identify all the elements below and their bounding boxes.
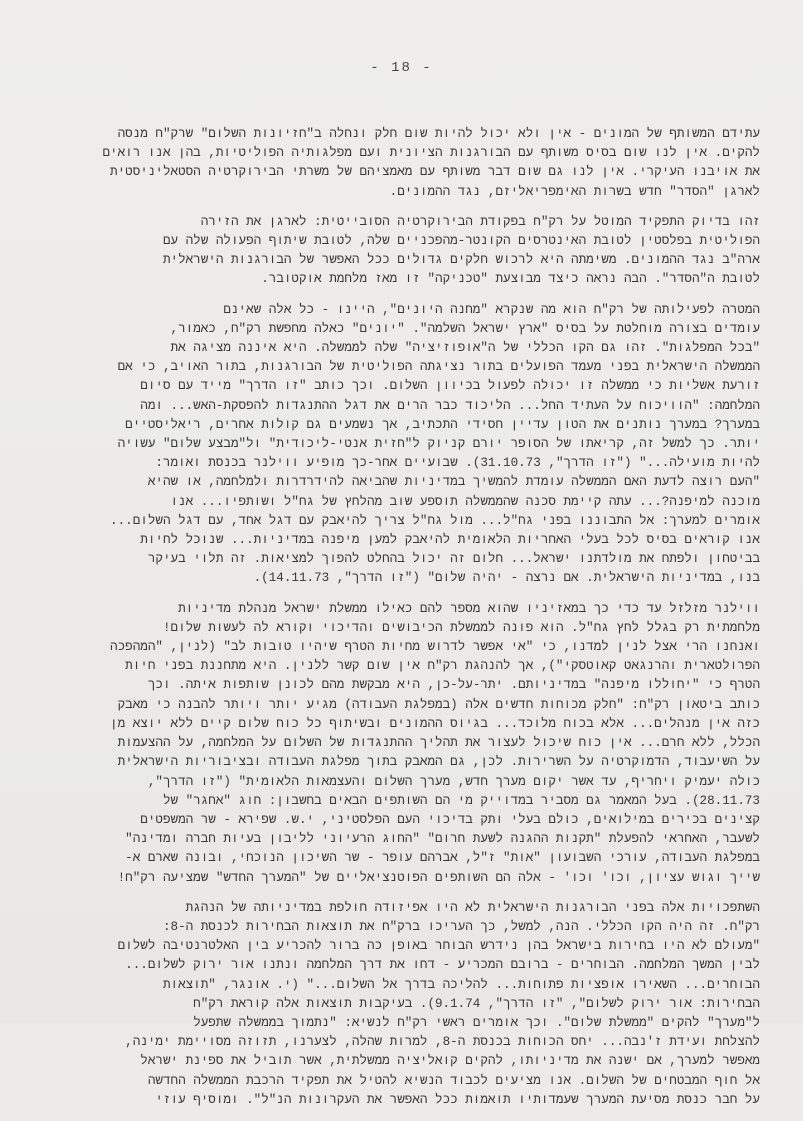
text-line: הכלל, ללא חרם... אין כוח שיכול לעצור את תהליך ההתנגדות של השלום על המלחמה, על ההצעמות (117, 736, 760, 751)
text-line: עתידם המשותף של המונים - אין ולא יכול להיות שום חלק ונחלה ב"חזיונות השלום" שרק"ח מנסה (117, 127, 760, 141)
text-line: "מעולם לא היו בחירות בישראל בהן נידרש הבוחר באופן כה ברור להכריע בין האלטרנטיבה לשלום (117, 939, 760, 954)
text-line: השתפכויות אלה בפני הבורגנות הישראלית לא היו אפיזודה חולפת במדיניותה של הנהגת (185, 900, 760, 915)
text-line: ווילנר מזלזל עד כדי כך במאזיניו שהוא מספר להם כאילו ממשלת ישראל מנהלת מדיניות (178, 601, 760, 616)
text-line: הבוחרים... השאירו אופציות פתוחות... להליכה בדרך אל השלום..." (י. אונגר, "תוצאות (162, 977, 760, 992)
body-text (48, 125, 760, 1121)
text-line: אל חוף המבטחים של השלום. אנו מציעים לכבוד הנשיא להטיל את תפקיד הרכבת הממשלה החדשה (147, 1073, 760, 1088)
text-line: הממשלה הישראלית בפני מעמד הפועלים בתור נציגתה הפוליטית של הבורגנות, בתור האויב, כי אם (117, 360, 760, 375)
text-line: ארה"ב נגד ההמונים. משימתה היא לרכוש חלקים גדולים ככל האפשר של הבורגנות הישראלית (162, 253, 760, 268)
text-line: להצלחת ועידת ז'נבה... יחס הכוחות בכנסת ה-8, למרות שהלה, לצערנו, תזוזה מסויימת ימינה, (125, 1035, 760, 1050)
text-line: מלחמתית רק בגלל לחץ גח"ל. הוא פונה לממשלת הכיבושים והדיכוי וקורא לה לעשות שלום! (162, 620, 760, 635)
text-line: לארגן "הסדר" חדש בשרות האימפריאליזם, נגד ההמונים. (389, 184, 760, 199)
text-line: אומרים למערך: אל התבוננו בפני גח"ל... מול גח"ל צריך להיאבק עם דגל אחד, עם דגל השלום... (110, 513, 760, 528)
text-line: במערך? במערך נותנים את הטון עדיין חסידי התכתיב, אך נשמעים גם קולות אחרים, ריאליסטיים (125, 417, 760, 432)
text-line: יותר. כך למשל זה, קריאתו של הסופר יורם קניוק ל"חזית אנטי-ליכודית" ול"מבצע שלום" עשויה (117, 437, 760, 452)
text-line: לבין המשך המלחמה. הבוחרים - ברובם המכריע - דחו את דרך המלחמה ונתנו אור ירוק לשלום... (125, 958, 760, 973)
text-line: זהו בדיוק התפקיד המוטל על רק"ח בפקודת הבירוקרטיה הסובייטית: לארגן את הזירה (200, 214, 760, 229)
text-line: המטרה לפעילותה של רק"ח הוא מה שנקרא "מחנה היונים", היינו - כל אלה שאינם (223, 302, 760, 317)
page-number: - 18 - (370, 60, 433, 76)
text-line: רק"ח. זה היה הקו הכללי. הנה, למשל, כך העריכו ברק"ח את תוצאות הבחירות לכנסת ה-8: (162, 919, 760, 934)
text-line: הבחירות: אור ירוק לשלום", "זו הדרך", 9.1.74). בעיקבות תוצאות אלה קוראת רק"ח (193, 996, 760, 1011)
text-line: את אויבנו העיקרי. אין לנו גם שום דבר משותף עם מאמציהם של משרתי הבירוקרטיה הסטאליניסטית (110, 165, 760, 180)
text-line: להיות מועילה..." ("זו הדרך", 31.10.73). שבועיים אחר-כך מופיע ווילנר בכנסת ואומר: (155, 456, 760, 471)
text-line: להקים. אין לנו שום בסיס משותף עם הבורגנות הציונית ועם מפלגותיה הפוליטיות, בהן אנו רואים (102, 146, 760, 161)
text-line: עומדים בצורה מוחלטת על בסיס "ארץ ישראל השלמה". "יונים" כאלה מחפשת רק"ח, כאמור, (170, 321, 760, 336)
text-line: על חבר כנסת מסיעת המערך שעמדותיו תואמות ככל האפשר את העקרונות הנ"ל". ומוסיף עוזי (155, 1092, 760, 1107)
text-line: לטובת ה"הסדר". הבה נראה כיצד מבוצעת "טכניקה" זו מאז מלחמת אוקטובר. (261, 272, 760, 287)
text-line: כולה יעמיק ויחריף, עד אשר יקום מערך חדש, מערך השלום והעצמאות הלאומית" ("זו הדרך", (147, 774, 760, 789)
text-line: קצינים בכירים במילואים, כולם בעלי ותק בדיכוי העם הפלסטיני, י.ש. שפירא - שר המשפטים (140, 812, 760, 827)
text-line: על השיעבוד, הדמוקרטיה על השרירות. לכן, גם המאבק בתוך מפלגת העבודה ובציבוריות הישראלית (117, 755, 760, 770)
text-line: "העם רוצה לדעת האם הממשלה עומדת להמשיך במדיניות שהביאה להידרדרות ולמלחמה, או שהיא (147, 475, 760, 490)
text-line: מוכנה למיפנה?... עתה קיימת סכנה שהממשלה תוספע שוב מהלחץ של גח"ל ושותפיו... אנו (170, 494, 760, 509)
paragraph (48, 301, 760, 589)
text-line: כותב ביטאון רק"ח: "חלק מכוחות חדשים אלה (במפלגת העבודה) מגיע יותר ויותר להבנה כי מאבק (117, 697, 760, 712)
text-line: כזה אין מנהלים... אלא בכוח מלוכד... בגיוס ההמונים ובשיתוף כל כוח שלום קיים ללא יוצא מן (110, 716, 760, 731)
text-line: בנו, במדיניות הישראלית. אם נרצה - יהיה שלום" ("זו הדרך", 14.11.73). (253, 571, 760, 586)
text-line: זורעת אשליות כי ממשלה זו יכולה לפעול בכיוון השלום. וכך כותב "זו הדרך" מייד עם סיום (140, 379, 760, 394)
text-line: אנו קוראים בסיס לכל בעלי האחריות הלאומית להיאבק למען מיפנה במדיניות... שנוכל לחיות (140, 533, 760, 548)
text-line: בביטחון ולפתח את מולדתנו ישראל... חלום זה יכול בהחלט להפוך למציאות. זה תלוי בעיקר (147, 552, 760, 567)
text-line: במפלגת העבודה, עורכי השבועון "אות" ז"ל, אברהם עופר - שר השיכון הנוכחי, ובונה שארם א- (125, 851, 760, 866)
text-line: 28.11.73). בעל המאמר גם מסביר במדוייק מי הם השותפים הבאים בחשבון: חוג "אחגר" של (162, 793, 760, 808)
text-line: "בכל המפלגות". זהו גם הקו הכללי של ה"אופוזיציה" שלה לממשלה. היא איננה מציגה את (170, 341, 760, 356)
paragraph (48, 125, 760, 202)
paragraph (48, 213, 760, 290)
text-line: המלחמה: "הוויכוח על העתיד החל... הליכוד כבר הרים את דגל ההתנגדות להפסקת-האש... ומה (140, 398, 760, 413)
text-line: ואנחנו הרי אצל לנין למדנו, כי "אי אפשר לדרוש מחיות הטרף שיהיו טובות לב" (לנין, "המהפכה (110, 640, 760, 655)
text-line: שייך וגוש עציון, וכו' וכו' - אלה הם השותפים הפוטנציאליים של "המערך החדש" שמציעה רק"ח! (117, 870, 760, 885)
text-line: הטרף כי "יחוללו מיפנה" במדיניותם. יתר-על-כן, היא מבקשת מהם לכונן שותפות איתה. וכך (147, 678, 760, 693)
text-line: הפוליטית בפלסטין לטובת האינטרסים הקונטר-מהפכניים שלה, לטובת שיתוף הפעולה שלה עם (162, 234, 760, 249)
paragraph (48, 600, 760, 888)
text-line: לשעבר, האחראי להפעלת "תקנות ההגנה לשעת חרום" "החוג הרעיוני לליבון בעיות חברה ומדינה" (125, 832, 760, 847)
paragraph (48, 899, 760, 1110)
text-line: הפרולטארית והרנגאט קאוטסקי"), אך להנהגת רק"ח אין שום קשר ללנין. היא מתחננת בפני חיות (125, 659, 760, 674)
text-line: ל"מערך" להקים "ממשלת שלום". וכך אומרים ראשי רק"ח לנשיא: "נתמוך בממשלה שתפעל (193, 1015, 760, 1030)
text-line: מאפשר למערך, אם ישנה את מדיניותו, להקים קואליציה ממשלתית, אשר תוביל את ספינת ישראל (140, 1054, 760, 1069)
